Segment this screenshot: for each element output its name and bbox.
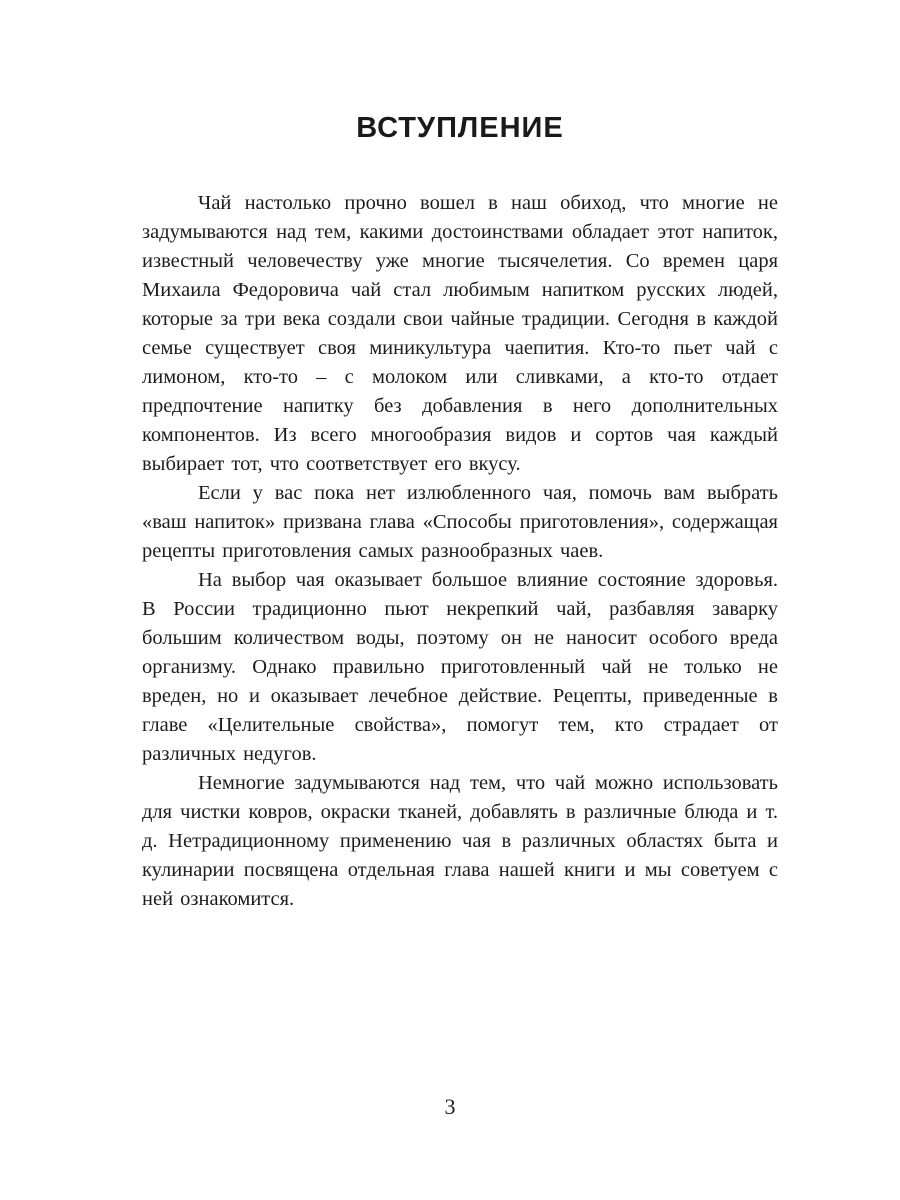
page-number: 3 [444,1094,456,1119]
chapter-title: ВСТУПЛЕНИЕ [356,112,564,144]
text-block [142,0,778,914]
paragraph: Чай настолько прочно вошел в наш обиход, что многие не задумываются над тем, какими достоинствами обладает этот напиток, известный человечеству уже многие тысячелетия. Со времен царя Михаила Федоровича чай стал любимым напитком русских людей, которые за три века создали свои чайные традиции. Сегодня в каждой семье существует своя миникультура чаепития. Кто-то пьет чай с лимоном, кто-то – с молоком или сливками, а кто-то отдает предпочтение напитку без добавления в него дополнительных компонентов. Из всего многообразия видов и сортов чая каждый выбирает тот, что соответствует его вкусу. [142,192,778,475]
paragraph: Если у вас пока нет излюбленного чая, помочь вам выбрать «ваш напиток» призвана глава «Способы приготовления», содержащая рецепты приготовления самых разнообразных чаев. [142,482,778,562]
body-text [142,189,778,914]
paragraph: На выбор чая оказывает большое влияние состояние здоровья. В России традиционно пьют некрепкий чай, разбавляя заварку большим количеством воды, поэтому он не наносит особого вреда организму. Однако правильно приготовленный чай не только не вреден, но и оказывает лечебное действие. Рецепты, приведенные в главе «Целительные свойства», помогут тем, кто страдает от различных недугов. [142,569,778,765]
paragraph: Немногие задумываются над тем, что чай можно использовать для чистки ковров, окраски тканей, добавлять в различные блюда и т. д. Нетрадиционному применению чая в различных областях быта и кулинарии посвящена отдельная глава нашей книги и мы советуем с ней ознакомится. [142,772,778,910]
